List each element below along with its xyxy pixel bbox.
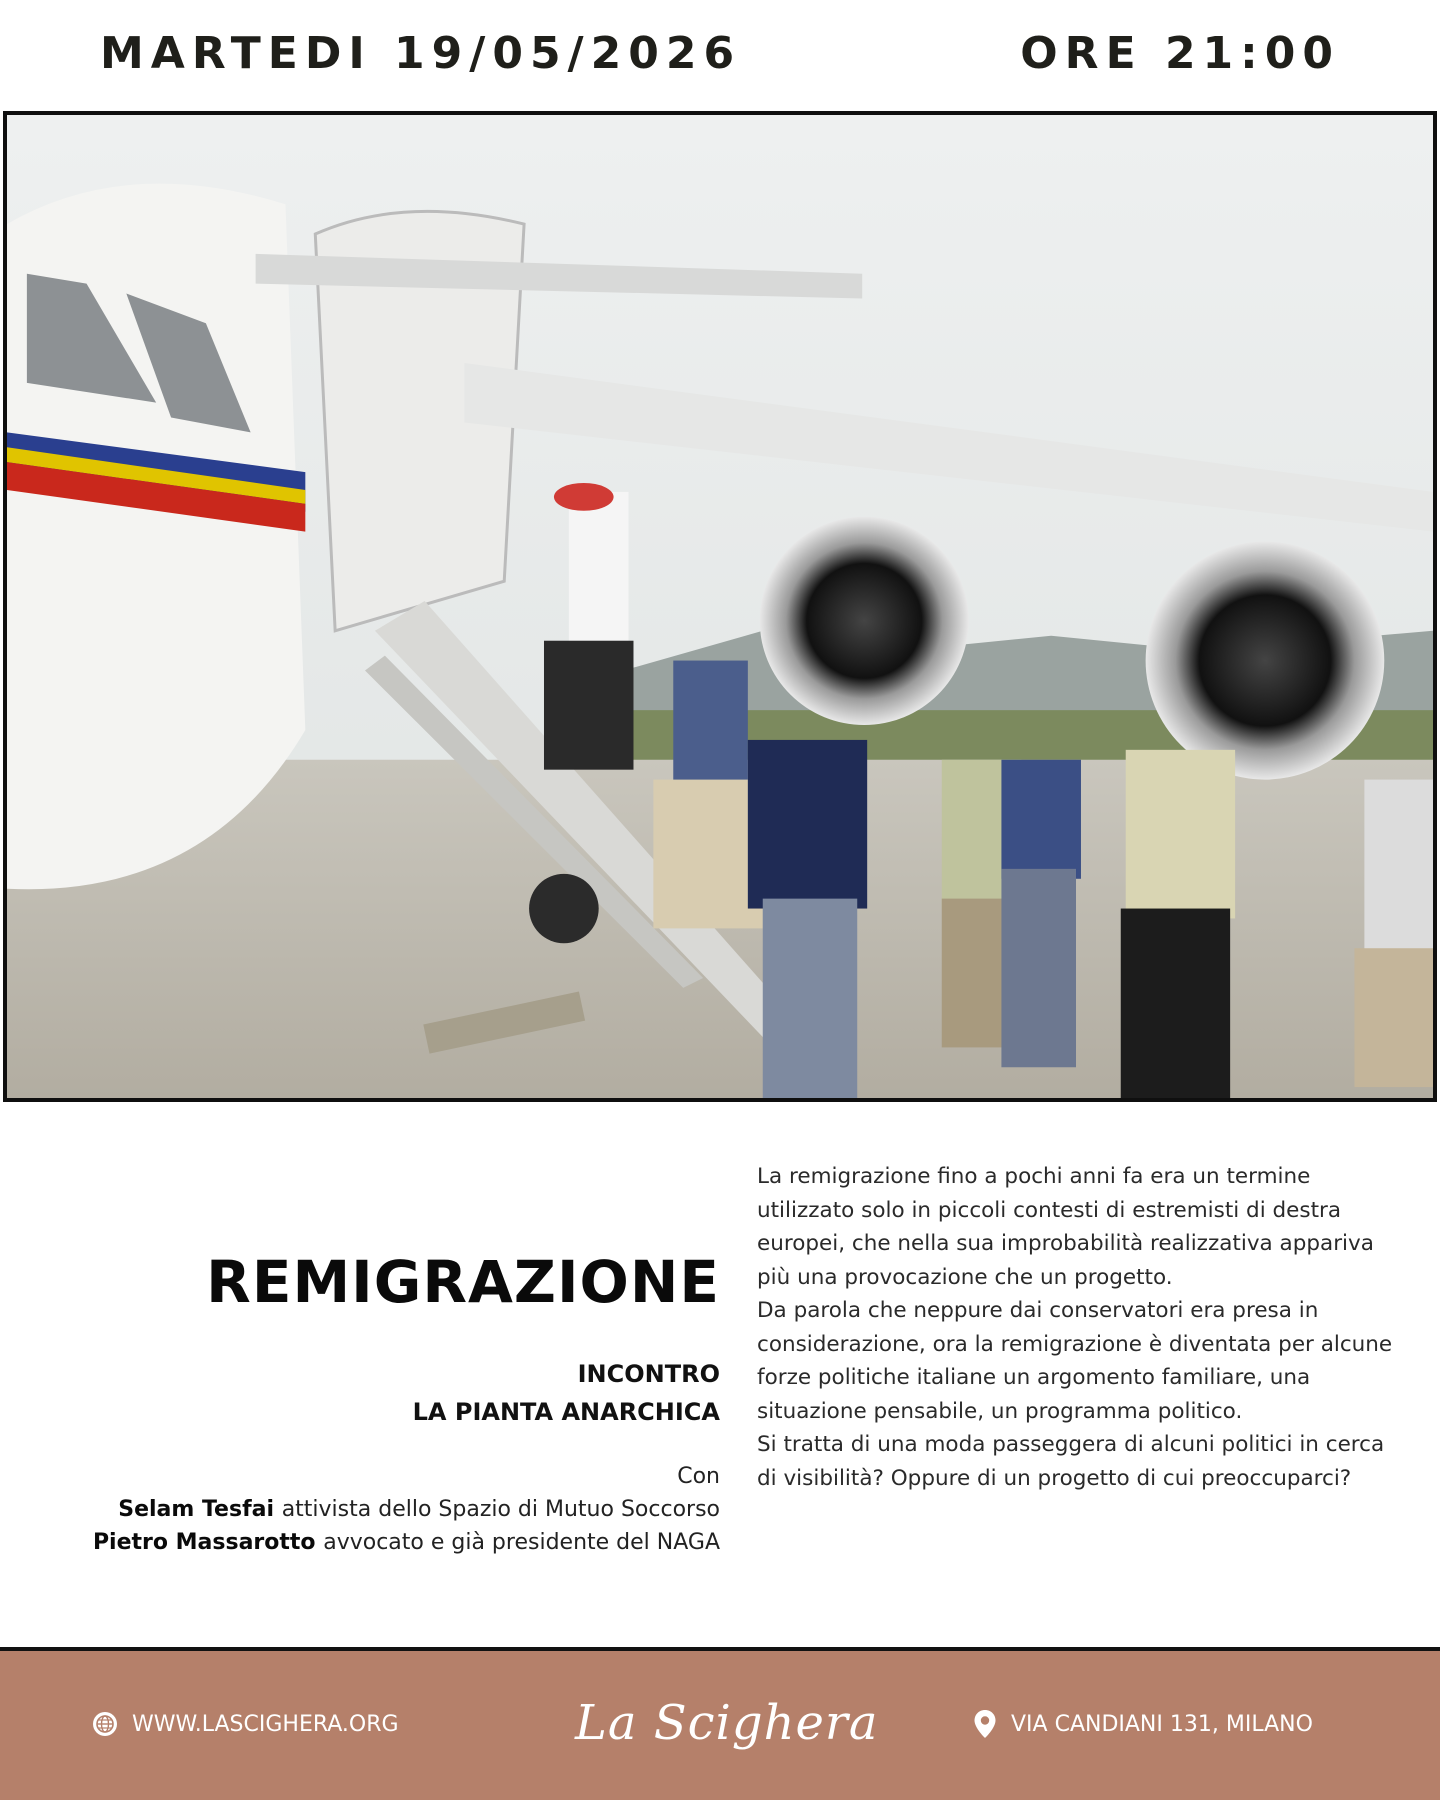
guest-row xyxy=(93,1493,720,1526)
location-pin-icon xyxy=(973,1709,997,1739)
guest-role: avvocato e già presidente del NAGA xyxy=(323,1530,720,1555)
subtitle-line-2: LA PIANTA ANARCHICA xyxy=(412,1398,720,1426)
event-date: MARTEDI 19/05/2026 xyxy=(100,28,742,79)
address xyxy=(973,1709,1313,1739)
address-text: VIA CANDIANI 131, MILANO xyxy=(1011,1711,1313,1737)
footer xyxy=(0,1647,1440,1800)
guests-block xyxy=(93,1460,720,1559)
event-photo xyxy=(3,111,1437,1102)
event-title: REMIGRAZIONE xyxy=(206,1248,720,1316)
with-label: Con xyxy=(677,1464,720,1489)
website-text: WWW.LASCIGHERA.ORG xyxy=(132,1711,399,1737)
website-link[interactable] xyxy=(92,1711,399,1737)
airplane-boarding-illustration xyxy=(7,115,1433,1098)
subtitle-line-1: INCONTRO xyxy=(577,1360,720,1388)
description-paragraph: Si tratta di una moda passeggera di alcuni politici in cerca di visibilità? Oppure di un progetto di cui preoccuparci? xyxy=(757,1432,1385,1491)
globe-icon xyxy=(92,1711,118,1737)
description-paragraph: Da parola che neppure dai conservatori era presa in considerazione, ora la remigrazione è diventata per alcune forze politiche italiane un argomento familiare, una situazione pensabile, un programma politico. xyxy=(757,1298,1393,1424)
description-paragraph: La remigrazione fino a pochi anni fa era un termine utilizzato solo in piccoli contesti di estremisti di destra europei, che nella sua improbabilità realizzativa appariva più una provocazione che un progetto. xyxy=(757,1164,1374,1290)
header xyxy=(0,0,1440,110)
guest-name: Selam Tesfai xyxy=(118,1497,282,1522)
guest-name: Pietro Massarotto xyxy=(92,1530,324,1555)
guest-role: attivista dello Spazio di Mutuo Soccorso xyxy=(281,1497,720,1522)
la-scighera-logo: La Scighera xyxy=(575,1695,879,1751)
guest-row xyxy=(93,1526,720,1559)
event-description xyxy=(757,1160,1397,1495)
event-subtitle xyxy=(413,1355,720,1431)
event-time: ORE 21:00 xyxy=(1020,28,1340,79)
